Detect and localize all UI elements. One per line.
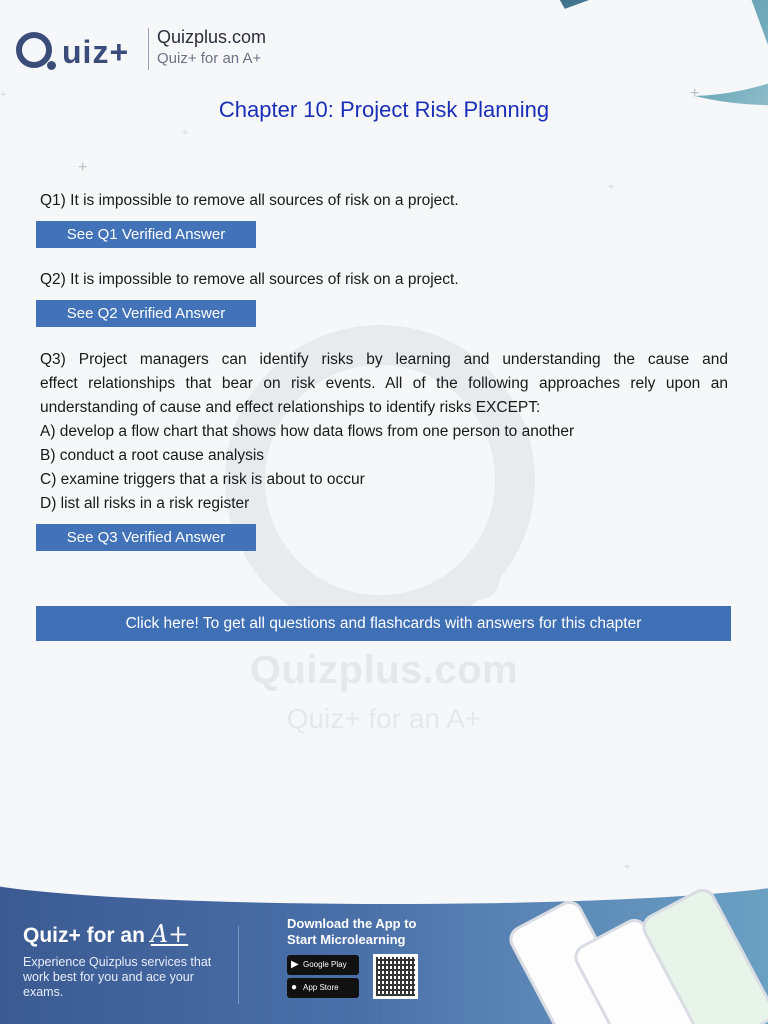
logo-site-name: Quizplus.com bbox=[157, 27, 267, 47]
download-app-text: Download the App to Start Microlearning bbox=[287, 916, 417, 947]
logo-q-dot bbox=[47, 61, 56, 70]
see-q3-answer-button[interactable]: See Q3 Verified Answer bbox=[36, 524, 256, 551]
watermark-site: Quizplus.com bbox=[249, 648, 519, 692]
plus-decoration: + bbox=[182, 127, 189, 139]
corner-decoration-cutout bbox=[545, 0, 768, 148]
question-text: effect relationships that bear on risk events. All of the following approaches rely upon an bbox=[40, 375, 728, 392]
get-all-questions-button[interactable]: Click here! To get all questions and flashcards with answers for this chapter bbox=[36, 606, 731, 641]
google-play-badge[interactable] bbox=[287, 955, 359, 975]
apple-icon: ● bbox=[291, 982, 298, 993]
footer-title-prefix: Quiz+ for an bbox=[23, 924, 151, 947]
answer-option-c: C) examine triggers that a risk is about to occur bbox=[40, 471, 365, 488]
logo-tagline: Quiz+ for an A+ bbox=[157, 50, 262, 67]
app-store-badge[interactable] bbox=[287, 978, 359, 998]
see-q2-answer-button[interactable]: See Q2 Verified Answer bbox=[36, 300, 256, 327]
watermark-tagline: Quiz+ for an A+ bbox=[286, 703, 482, 734]
footer-curve-decoration bbox=[0, 884, 768, 904]
chapter-title: Chapter 10: Project Risk Planning bbox=[218, 97, 550, 122]
plus-decoration: + bbox=[78, 159, 88, 176]
question-text: Q1) It is impossible to remove all sources of risk on a project. bbox=[40, 192, 459, 209]
qr-code[interactable] bbox=[373, 954, 418, 999]
answer-option-b: B) conduct a root cause analysis bbox=[40, 447, 265, 464]
question-text: understanding of cause and effect relationships to identify risks EXCEPT: bbox=[40, 399, 541, 416]
plus-decoration: + bbox=[608, 181, 615, 193]
plus-decoration: + bbox=[0, 89, 7, 101]
question-text: Q3) Project managers can identify risks by learning and understanding the cause and bbox=[40, 351, 728, 368]
answer-option-d: D) list all risks in a risk register bbox=[40, 495, 250, 512]
question-2 bbox=[40, 268, 728, 292]
qr-code-pattern bbox=[376, 957, 415, 996]
question-text: Q2) It is impossible to remove all sources of risk on a project. bbox=[40, 271, 459, 288]
footer-title bbox=[23, 920, 188, 948]
play-store-icon: ▶ bbox=[291, 959, 299, 970]
footer-description: Experience Quizplus services that work best for you and ace your exams. bbox=[23, 955, 212, 999]
logo-divider bbox=[148, 28, 149, 70]
google-play-label: Google Play bbox=[303, 960, 347, 969]
footer-title-aplus: A+ bbox=[150, 920, 189, 948]
plus-decoration: + bbox=[624, 861, 631, 873]
see-q1-answer-button[interactable]: See Q1 Verified Answer bbox=[36, 221, 256, 248]
app-store-label: App Store bbox=[303, 983, 339, 992]
answer-option-a: A) develop a flow chart that shows how data flows from one person to another bbox=[40, 423, 575, 440]
footer-banner bbox=[0, 884, 768, 1024]
watermark-logo-dot bbox=[455, 555, 500, 600]
footer-divider bbox=[238, 926, 239, 1004]
question-1 bbox=[40, 189, 728, 213]
question-3 bbox=[40, 348, 728, 516]
logo-wordmark: uiz+ bbox=[62, 34, 130, 70]
plus-decoration: + bbox=[690, 85, 700, 102]
